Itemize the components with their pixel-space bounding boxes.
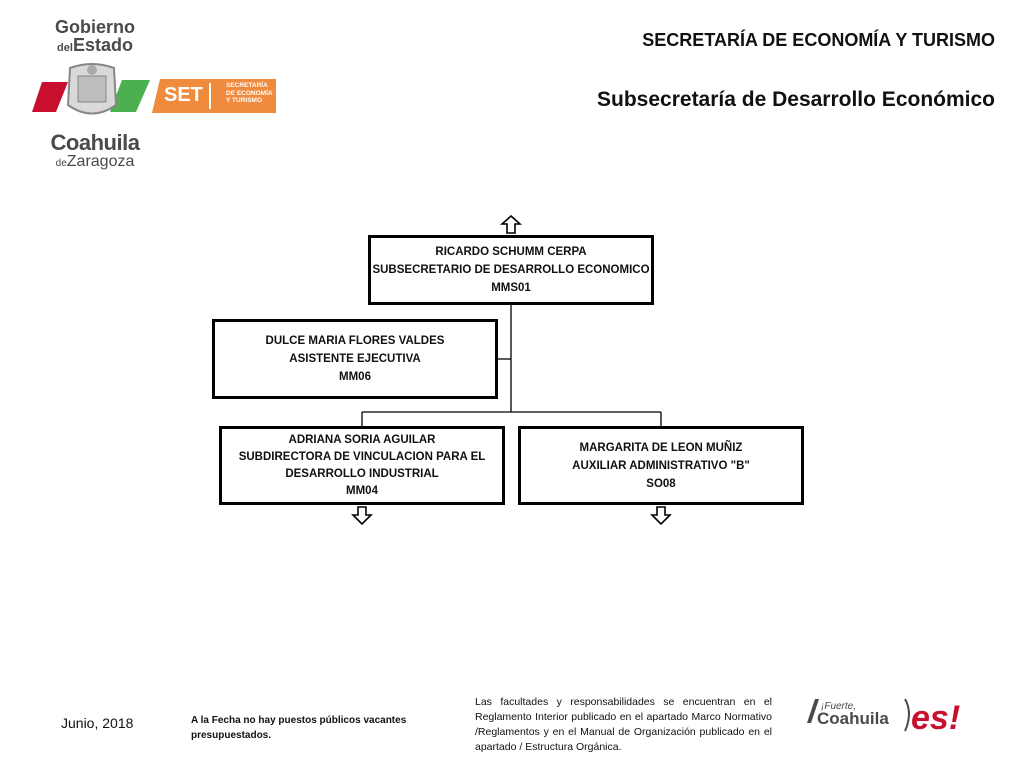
slogan-es: es! <box>911 699 961 737</box>
state-sub-small: de <box>55 158 67 169</box>
employee-name: ADRIANA SORIA AGUILAR <box>288 433 436 446</box>
down-arrow-icon <box>351 506 373 526</box>
vacancy-line1: A la Fecha no hay puestos públicos vacantes <box>191 715 407 726</box>
gov-line2-small: del <box>57 42 73 54</box>
slogan-small: ¡Fuerte, <box>821 701 857 712</box>
employee-code: MM06 <box>339 371 371 383</box>
set-logo-label: SET <box>164 84 203 106</box>
employee-position: SUBSECRETARIO DE DESARROLLO ECONOMICO <box>372 264 650 276</box>
org-box-subsecretario <box>368 235 654 305</box>
employee-position-line1: SUBDIRECTORA DE VINCULACION PARA EL <box>238 450 486 463</box>
footer-vacancy-note <box>191 713 441 743</box>
employee-name: DULCE MARIA FLORES VALDES <box>265 335 445 347</box>
employee-code: MM04 <box>346 484 378 497</box>
employee-code: MMS01 <box>491 282 531 294</box>
gov-line1: Gobierno <box>55 17 135 37</box>
footer-legal-note: Las facultades y responsabilidades se encuentran en el Reglamento Interior publicado en el apartado Marco Normativo /Reglamentos y en el Manual de Organización publicado en el apartado / Estructura Orgánica. <box>475 696 772 753</box>
employee-name: MARGARITA DE LEON MUÑIZ <box>579 441 743 454</box>
employee-position: AUXILIAR ADMINISTRATIVO "B" <box>572 459 750 472</box>
employee-code: SO08 <box>646 477 676 490</box>
vacancy-line2: presupuestados. <box>191 730 272 741</box>
state-sub-main: Zaragoza <box>66 153 135 170</box>
slogan-main: Coahuila <box>817 709 889 728</box>
down-arrow-icon <box>650 506 672 526</box>
up-arrow-icon <box>500 215 522 235</box>
fuerte-coahuila-logo-icon <box>805 693 980 737</box>
footer-date: Junio, 2018 <box>61 715 134 731</box>
page-title: SECRETARÍA DE ECONOMÍA Y TURISMO <box>642 30 995 50</box>
set-desc-line2: DE ECONOMÍA <box>226 89 273 97</box>
gov-line2-main: Estado <box>72 35 133 55</box>
set-desc-line3: Y TURISMO <box>226 97 262 104</box>
employee-name: RICARDO SCHUMM CERPA <box>435 246 587 258</box>
page-subtitle: Subsecretaría de Desarrollo Económico <box>597 88 995 111</box>
org-box-auxiliar <box>518 426 804 505</box>
employee-position: ASISTENTE EJECUTIVA <box>289 353 421 365</box>
state-name: Coahuila <box>50 130 140 155</box>
org-box-asistente <box>212 319 498 399</box>
org-box-subdirectora <box>219 426 505 505</box>
employee-position-line2: DESARROLLO INDUSTRIAL <box>285 467 439 480</box>
set-desc-line1: SECRETARÍA <box>226 82 268 89</box>
